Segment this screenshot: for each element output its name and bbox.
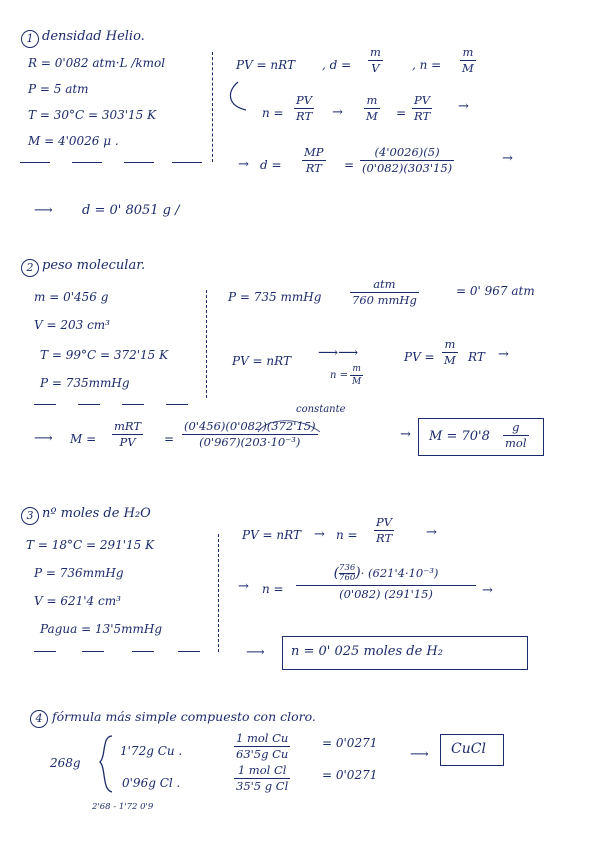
vertical-divider <box>218 534 219 652</box>
arrow-icon: → <box>238 579 249 594</box>
divider <box>166 404 188 405</box>
s3-pv-rt-fraction <box>374 516 394 545</box>
numerator: mRT <box>114 419 142 433</box>
s1-pv-rt-fraction <box>294 94 314 123</box>
s1-n-fraction <box>460 46 476 75</box>
divider <box>34 404 56 405</box>
s2-mrt-pv-fraction <box>112 420 143 449</box>
denominator: RT <box>296 109 313 123</box>
s2-substitution-fraction <box>350 364 363 387</box>
divider <box>132 651 154 652</box>
denominator: mol <box>505 436 527 450</box>
numerator: m <box>352 364 361 374</box>
denominator: 760 mmHg <box>352 293 417 307</box>
s2-T: T = 99°C = 372'15 K <box>40 348 169 362</box>
section-2-title: peso molecular. <box>42 258 146 273</box>
divider <box>82 651 104 652</box>
s4-difference: 2'68 - 1'72 0'9 <box>92 802 154 812</box>
denominator: M <box>352 377 362 387</box>
arrow-icon: ⟶⟶ <box>318 345 359 361</box>
arrow-icon: → <box>314 527 325 542</box>
denominator: RT <box>376 531 393 545</box>
numerator: PV <box>376 515 393 529</box>
s2-m-M-fraction <box>442 338 458 367</box>
divider <box>34 651 56 652</box>
numerator: 736 <box>339 563 356 573</box>
divider <box>20 162 50 163</box>
s3-P: P = 736mmHg <box>34 566 124 580</box>
divider <box>124 162 154 163</box>
s2-atm-fraction <box>350 278 419 307</box>
divider <box>122 404 144 405</box>
s2-units-fraction <box>503 421 529 450</box>
arrow-icon: → <box>426 525 437 540</box>
s4-formula: CuCl <box>451 741 486 757</box>
section-1-number: 1 <box>21 30 39 48</box>
divider <box>72 162 102 163</box>
s1-n-label: , n = <box>412 58 442 72</box>
s2-value-fraction <box>182 420 318 449</box>
s3-result-box <box>282 636 528 670</box>
s3-ideal-gas: PV = nRT <box>242 528 301 542</box>
numerator: (4'0026)(5) <box>374 145 440 159</box>
section-2-number: 2 <box>21 259 39 277</box>
s3-n-eq-2: n = <box>262 582 284 596</box>
denominator: 760 <box>339 573 356 583</box>
denominator: (0'082)(303'15) <box>362 161 453 175</box>
s2-substitution-label: n = <box>330 370 348 381</box>
s1-mp-rt-fraction <box>302 146 326 175</box>
s1-d-eq: d = <box>260 158 282 172</box>
s4-formula-box <box>440 734 504 766</box>
equals-sign: = <box>164 432 175 446</box>
numerator: g <box>512 420 520 434</box>
vertical-divider <box>206 290 207 398</box>
divider <box>178 651 200 652</box>
s2-V: V = 203 cm³ <box>34 318 110 332</box>
numerator: m <box>444 337 456 351</box>
s2-pv: PV = <box>404 350 435 364</box>
s1-R: R = 0'082 atm·L /kmol <box>28 56 166 70</box>
s2-constante-annotation: constante <box>296 404 346 415</box>
section-1-title: densidad Helio. <box>42 29 145 44</box>
s3-value-fraction <box>296 564 476 601</box>
s3-V: V = 621'4 cm³ <box>34 594 121 608</box>
numerator-rest: · (621'4·10⁻³) <box>360 566 439 580</box>
s1-n-eq: n = <box>262 106 284 120</box>
s1-value-fraction <box>360 146 454 175</box>
denominator: 63'5g Cu <box>236 747 289 761</box>
denominator: PV <box>119 435 136 449</box>
arrow-icon: → <box>332 105 343 120</box>
equals-sign: = <box>396 106 407 120</box>
section-3-title: nº moles de H₂O <box>42 506 151 521</box>
arrow-icon: ⟶ <box>34 431 53 446</box>
denominator: V <box>371 61 380 75</box>
denominator: (0'967)(203·10⁻³) <box>199 435 301 449</box>
s1-ideal-gas: PV = nRT <box>236 58 295 72</box>
numerator: 1 mol Cu <box>236 731 289 745</box>
s2-P-conversion: P = 735 mmHg <box>228 290 322 304</box>
s3-Pagua: Pagua = 13'5mmHg <box>40 622 163 636</box>
s4-cl-result: = 0'0271 <box>322 768 378 782</box>
s1-m-M-fraction <box>364 94 380 123</box>
denominator: 35'5 g Cl <box>236 779 289 793</box>
s1-pv-rt-fraction-2 <box>412 94 432 123</box>
denominator: M <box>462 61 474 75</box>
s2-result: M = 70'8 <box>429 429 490 444</box>
section-3-number: 3 <box>21 507 39 525</box>
arrow-icon: → <box>238 157 249 172</box>
s4-cu-result: = 0'0271 <box>322 736 378 750</box>
numerator: m <box>366 93 378 107</box>
section-4-number: 4 <box>30 710 48 728</box>
s1-P: P = 5 atm <box>28 82 89 96</box>
s4-total-mass: 268g <box>50 756 81 770</box>
denominator: (0'082) (291'15) <box>339 587 433 601</box>
numerator: PV <box>296 93 313 107</box>
s1-d-fraction <box>368 46 383 75</box>
numerator: 1 mol Cl <box>237 763 287 777</box>
arrow-icon: → <box>482 583 493 598</box>
numerator: m <box>370 45 381 59</box>
section-4-title: fórmula más simple compuesto con cloro. <box>52 709 316 724</box>
s2-P-result: = 0' 967 atm <box>456 284 535 298</box>
s1-d-label: , d = <box>322 58 352 72</box>
s3-T: T = 18°C = 291'15 K <box>26 538 155 552</box>
s2-P: P = 735mmHg <box>40 376 130 390</box>
s1-T: T = 30°C = 303'15 K <box>28 108 157 122</box>
arrow-icon: → <box>498 347 509 362</box>
s2-result-box <box>418 418 544 456</box>
denominator: RT <box>414 109 431 123</box>
s4-cl-mass: 0'96g Cl . <box>122 776 181 790</box>
arrow-icon: → <box>458 99 469 114</box>
equals-sign: = <box>344 158 355 172</box>
s1-result: d = 0' 8051 g / <box>82 203 180 218</box>
s4-cl-fraction <box>234 764 290 793</box>
s2-ideal-gas: PV = nRT <box>232 354 291 368</box>
s2-rt: RT <box>468 350 485 364</box>
s2-m: m = 0'456 g <box>34 290 109 304</box>
denominator: RT <box>305 161 322 175</box>
s1-M: M = 4'0026 μ . <box>28 134 119 148</box>
numerator: MP <box>304 145 324 159</box>
small-fraction <box>339 564 355 583</box>
divider <box>78 404 100 405</box>
vertical-divider <box>212 52 213 162</box>
numerator: atm <box>373 277 396 291</box>
arrow-icon: → <box>400 427 411 442</box>
numerator: ( 736 760 ) · (621'4·10⁻³) <box>333 563 439 583</box>
s3-result: n = 0' 025 moles de H₂ <box>291 644 443 659</box>
arrow-icon: ⟶ <box>410 747 429 762</box>
s4-cu-fraction <box>234 732 290 761</box>
numerator: m <box>462 45 474 59</box>
denominator: M <box>366 109 378 123</box>
arrow-icon: ⟶ <box>34 203 53 218</box>
s4-cu-mass: 1'72g Cu . <box>120 744 183 758</box>
s3-n-eq: n = <box>336 528 358 542</box>
numerator: PV <box>414 93 431 107</box>
s2-M-eq: M = <box>70 432 97 446</box>
numerator: (0'456)(0'082)(372'15) <box>184 419 316 433</box>
arrow-icon: → <box>502 151 513 166</box>
arrow-icon: ⟶ <box>246 645 265 660</box>
denominator: M <box>444 353 456 367</box>
divider <box>172 162 202 163</box>
